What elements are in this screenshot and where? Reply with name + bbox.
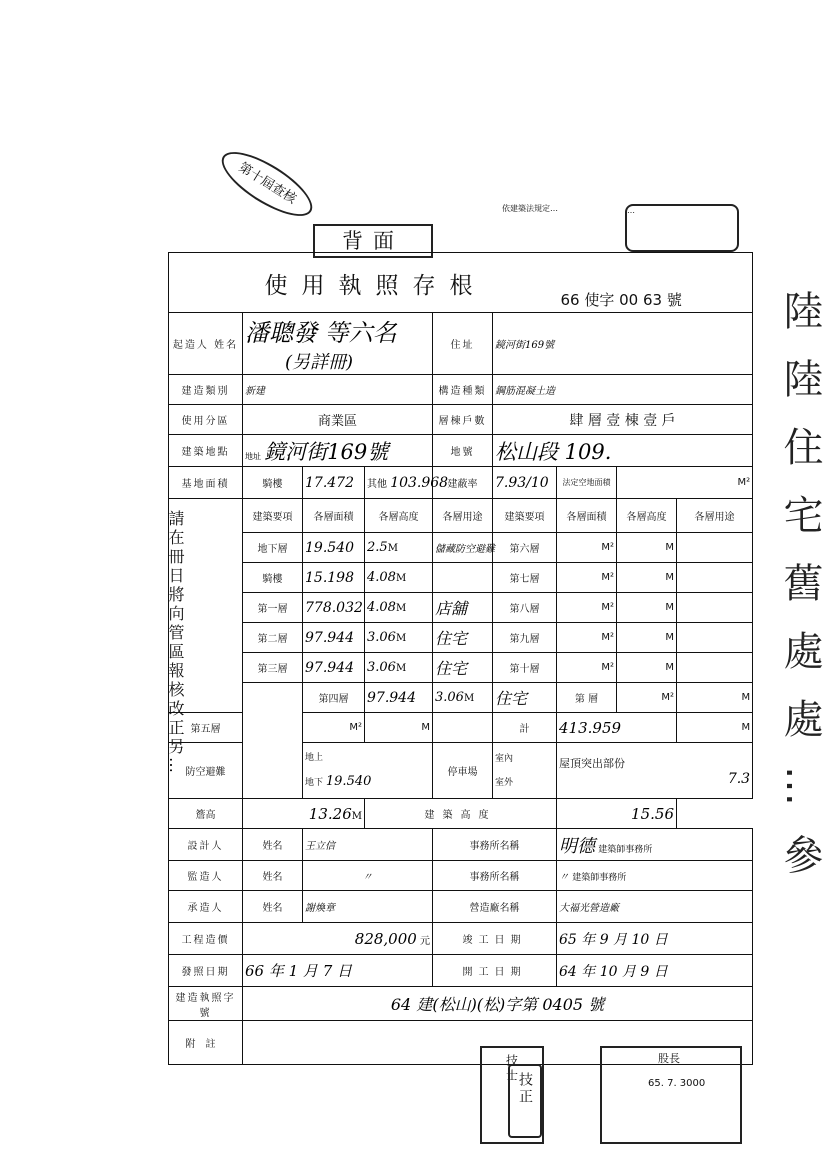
right-margin-text: 陸陸住宅舊處處…參 [777,290,823,902]
corner-stamp [213,140,321,227]
approval-date: 65. 7. 3000 [648,1078,706,1089]
eave-unit: M [351,810,362,822]
approval-subchief-text: 股長 [658,1052,680,1065]
person-office: 大福光營造廠 [557,891,753,923]
person-office: 〃 [559,872,569,883]
shelter-label: 防空避難 [169,743,243,799]
type-row [169,375,753,405]
finish-value: 65 年 9 月 10 日 [557,923,753,955]
floor-height: 4.08 [367,570,396,585]
person-office-label: 營造廠名稱 [433,891,557,923]
arcade-label: 騎樓 [243,467,303,499]
roof-label: 屋頂突出部份 [559,756,625,770]
floor-name: 第三層 [243,653,303,683]
remarks-label: 附註 [169,1021,243,1065]
hdr-item-left: 建築要項 [243,499,303,533]
floor-area-unit-right: M² [617,683,677,713]
floor-area-unit-right: M² [557,653,617,683]
floor-use: 住宅 [433,653,493,683]
floor-name-right: 第八層 [493,593,557,623]
approval-technician-text: 技士 [504,1054,519,1084]
person-name: 王立信 [303,829,433,861]
person-name-label: 姓名 [243,861,303,891]
person-office-suffix: 建築師事務所 [598,844,653,855]
floor-height-unit-right: M [617,623,677,653]
start-label: 開工日期 [433,955,557,987]
zone-value: 商業區 [243,405,433,435]
cost-label: 工程造價 [169,923,243,955]
roof-value: 7.3 [727,770,751,787]
hdr-use-left: 各層用途 [433,499,493,533]
hdr-use-right: 各層用途 [677,499,753,533]
person-office-suffix: 建築師事務所 [572,873,627,883]
floor-unit: M [395,633,407,644]
location-label: 建築地點 [181,447,230,458]
floor-height: 4.08 [367,600,396,615]
location-row [169,435,753,467]
permit-form [168,252,753,1065]
floor-height-unit-right: M [617,563,677,593]
top-right-box [625,204,739,252]
area-label: 基地面積 [169,467,243,499]
issue-value: 66 年 1 月 7 日 [243,955,433,987]
parking-label: 停車場 [433,743,493,799]
floor-name: 第五層 [169,713,243,743]
shelter-below: 地下 [305,778,324,788]
person-role: 監造人 [169,861,243,891]
floor-header-row [169,499,753,533]
top-right-stamp-text: 依建築法規定… [502,204,558,213]
person-office: 明德 [559,835,595,857]
hdr-height-right: 各層高度 [617,499,677,533]
floor-name-right: 第 層 [557,683,617,713]
floor-row [169,683,753,713]
floor-height-unit-right: M [677,683,753,713]
bldg-height-value: 15.56 [557,799,677,829]
top-right-stamp [502,204,622,250]
corner-stamp-text: 第十屆查核 [235,159,299,208]
shelter-below-value: 19.540 [325,774,372,789]
title-row [169,253,753,313]
eave-value: 13.26 [308,804,352,823]
floor-use: 住宅 [433,623,493,653]
floor-name-right: 第六層 [493,533,557,563]
location-sub: 地址 [245,451,261,461]
floor-area-unit-right: M² [557,533,617,563]
other-value: 103.968 [390,474,449,491]
open-space-label: 法定空地面積 [557,467,617,499]
height-row [169,799,753,829]
floor-name: 騎樓 [243,563,303,593]
person-office-label: 事務所名稱 [433,829,557,861]
floor-area-unit: M² [303,713,365,743]
person-name: 〃 [303,861,433,891]
floor-use: 住宅 [493,683,557,713]
type-value: 新建 [243,375,433,405]
issue-row [169,955,753,987]
floor-area: 15.198 [303,563,365,593]
issue-label: 發照日期 [169,955,243,987]
owner-label: 起造人 姓名 [169,313,243,375]
hdr-area-left: 各層面積 [303,499,365,533]
eave-label: 簷高 [169,799,243,829]
person-name-label: 姓名 [243,829,303,861]
other-label: 其他 [367,478,387,490]
structure-value: 鋼筋混凝土造 [493,375,753,405]
floor-use: 店舖 [433,593,493,623]
person-role: 承造人 [169,891,243,923]
total-value: 413.959 [557,713,677,743]
floors-value: 肆 層 壹 棟 壹 戶 [493,405,753,435]
floor-height: 2.5 [367,540,388,555]
location-value: 鏡河街169號 [264,439,389,464]
form-title: 使用執照存根 [264,272,487,299]
floor-height-unit-right: M [617,593,677,623]
floor-area: 97.944 [303,623,365,653]
floor-area: 778.032 [303,593,365,623]
left-margin-note: 請在冊日將向管區報核改正另… [166,510,185,776]
floor-height-unit-right: M [617,533,677,563]
shelter-above: 地上 [305,753,324,763]
floor-area-unit-right: M² [557,623,617,653]
floor-unit: M [463,693,475,704]
person-name-label: 姓名 [243,891,303,923]
lot-label: 地號 [433,435,493,467]
parking-indoor: 室內 [495,753,514,764]
floor-name: 地下層 [243,533,303,563]
coverage-value: 7.93/10 [493,467,557,499]
cost-row [169,923,753,955]
permit-label: 建造執照字號 [169,987,243,1021]
owner-note: (另詳冊) [285,352,354,373]
coverage-label: 建蔽率 [433,467,493,499]
permit-row [169,987,753,1021]
floors-label: 層棟戶數 [433,405,493,435]
floor-name-right: 第九層 [493,623,557,653]
finish-label: 竣工日期 [433,923,557,955]
floor-name: 第四層 [303,683,365,713]
person-row [169,891,753,923]
approval-subchief [600,1046,742,1144]
floor-unit: M [395,573,407,584]
lot-value: 松山段 109. [493,435,753,467]
floor-unit: M [395,663,407,674]
zone-row [169,405,753,435]
floor-height-unit-right: M [617,653,677,683]
person-row [169,861,753,891]
floor-unit: M [395,603,407,614]
floor-row [169,563,753,593]
total-label: 計 [493,713,557,743]
person-row [169,829,753,861]
floor-height: 3.06 [435,690,464,705]
address-value: 鏡河街169號 [493,313,753,375]
total-unit: M [677,713,753,743]
floor-name-right: 第七層 [493,563,557,593]
floor-row [169,623,753,653]
area-row [169,467,753,499]
floor-name: 第二層 [243,623,303,653]
top-right-box-text: … [627,206,635,215]
approval-block [480,1046,740,1142]
floor-use [433,563,493,593]
approval-chief [508,1064,542,1138]
parking-outdoor: 室外 [495,777,514,788]
hdr-item-right: 建築要項 [493,499,557,533]
floor-unit: M [387,543,398,554]
floor-area-unit-right: M² [557,593,617,623]
approval-chief-text: 技正 [517,1072,533,1106]
person-role: 設計人 [169,829,243,861]
doc-number: 66 使字 00 63 號 [560,290,682,309]
arcade-value: 17.472 [303,467,365,499]
structure-label: 構造種類 [433,375,493,405]
floor-area-unit-right: M² [557,563,617,593]
floor-name: 第一層 [243,593,303,623]
floor-height: 3.06 [367,660,396,675]
bldg-height-label: 建築高度 [365,799,557,829]
floor-height-unit: M [365,713,433,743]
floor-height: 3.06 [367,630,396,645]
back-label-text: 背面 [342,229,404,253]
open-space-unit: M² [617,467,753,499]
owner-row [169,313,753,375]
cost-unit: 元 [420,935,430,947]
floor-area: 97.944 [303,653,365,683]
zone-label: 使用分區 [169,405,243,435]
owner-value: 潘聰發 等六名 [245,319,397,347]
floor-use: 儲藏防空避難 [433,533,493,563]
permit-value: 64 建(松山)(松)字第 0405 號 [243,987,753,1021]
floor-name-right: 第十層 [493,653,557,683]
person-office-label: 事務所名稱 [433,861,557,891]
person-name: 謝煥章 [303,891,433,923]
hdr-height-left: 各層高度 [365,499,433,533]
floor-area: 97.944 [365,683,433,713]
floor-row [169,533,753,563]
cost-value: 828,000 [354,929,417,948]
start-value: 64 年 10 月 9 日 [557,955,753,987]
address-label: 住址 [433,313,493,375]
floor-area: 19.540 [303,533,365,563]
hdr-area-right: 各層面積 [557,499,617,533]
type-label: 建造類別 [169,375,243,405]
floor-row [169,593,753,623]
floor-row [169,653,753,683]
